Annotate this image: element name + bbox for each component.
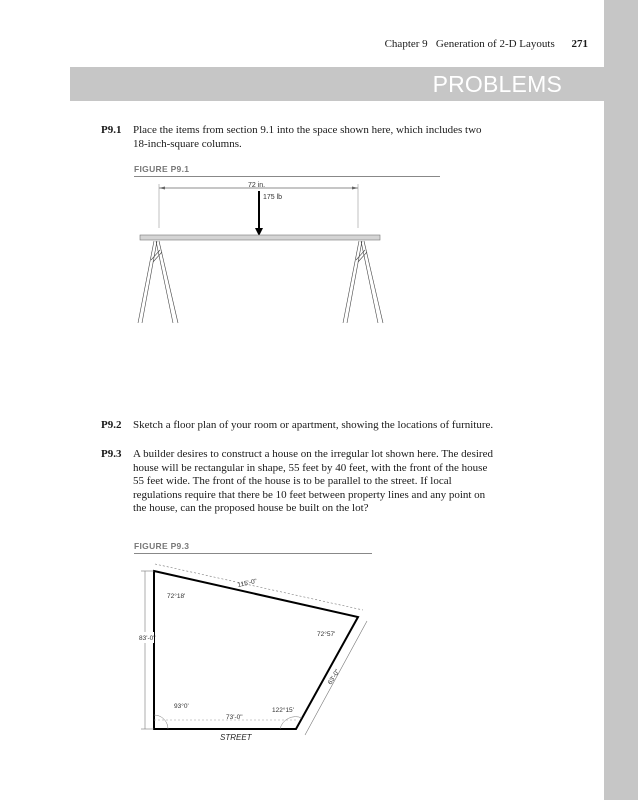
angle-top-left: 72°18' [167, 593, 186, 600]
figure-p9-1-diagram [130, 178, 390, 338]
problem-number: P9.3 [101, 448, 122, 460]
top-dimension-line [155, 564, 363, 610]
chapter-title: Generation of 2-D Layouts [435, 38, 555, 50]
arrow-right [352, 187, 358, 190]
problem-text: Sketch a floor plan of your room or apartment, showing the locations of furniture. [133, 419, 494, 431]
angle-bottom-right: 122°15' [272, 707, 294, 714]
street-label: STREET [220, 733, 252, 742]
load-label: 175 lb [263, 194, 283, 201]
left-edge-label: 83'-0" [139, 635, 156, 642]
right-support [343, 241, 383, 323]
span-label: 72 in. [248, 182, 266, 189]
beam [140, 235, 380, 240]
bottom-edge-label: 73'-0" [226, 714, 243, 721]
problem-number: P9.1 [101, 124, 122, 136]
angle-top-right: 72°57' [317, 631, 336, 638]
right-edge-label: 63'-0" [326, 668, 342, 687]
problem-text: A builder desires to construct a house on the irregular lot shown here. The desired house will be rectangular in shape, 55 feet by 40 feet, with the front of the house 55 feet wide. The front of the house is to be parallel to the street. If local regulations require that there be 10 feet between property lines and any point on the house, can the proposed house be built on the lot? [133, 448, 493, 515]
problem-number: P9.2 [101, 419, 122, 431]
problem-text: Place the items from section 9.1 into the space shown here, which includes two 18-inch-square columns. [133, 124, 482, 150]
figure-p9-3-label: FIGURE P9.3 [134, 541, 372, 554]
angle-bottom-left: 93°0' [174, 703, 189, 710]
chapter-label: Chapter 9 [384, 38, 428, 50]
top-edge-label: 115'-0" [236, 578, 258, 589]
angle-arc-bottom-left [154, 715, 168, 729]
figure-p9-3-diagram [138, 555, 378, 745]
left-support [138, 241, 178, 323]
page-edge-bar [604, 0, 638, 800]
running-head [385, 38, 588, 50]
figure-p9-1-label: FIGURE P9.1 [134, 164, 440, 177]
problems-banner [70, 67, 604, 101]
page-number: 271 [571, 38, 588, 50]
arrow-left [159, 187, 165, 190]
banner-title: PROBLEMS [432, 71, 562, 97]
